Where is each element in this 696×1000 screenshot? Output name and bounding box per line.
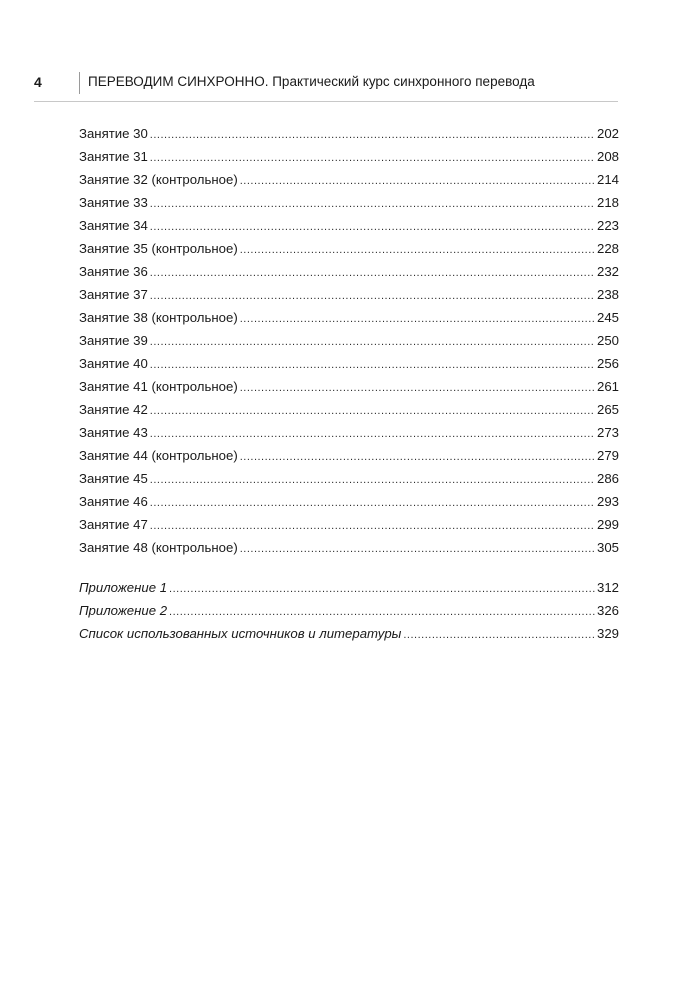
toc-entry-title: Занятие 39 [79,333,148,348]
toc-entry-page: 273 [596,425,619,440]
toc-entry-page: 329 [596,626,619,641]
toc-entry-page: 256 [596,356,619,371]
toc-entry-page: 299 [596,517,619,532]
toc-entry-title: Занятие 31 [79,149,148,164]
toc-leader-dots [150,354,595,377]
toc-entry-title: Занятие 36 [79,264,148,279]
toc-entry-page: 228 [596,241,619,256]
toc-entry-title: Занятие 30 [79,126,148,141]
table-of-contents [79,122,619,645]
toc-entry-page: 265 [596,402,619,417]
toc-entry[interactable] [79,191,619,214]
header-separator [79,72,80,94]
toc-leader-dots [169,601,595,624]
toc-entry-title: Занятие 47 [79,517,148,532]
toc-entry-title: Занятие 44 (контрольное) [79,448,238,463]
toc-section-gap [79,559,619,576]
header-rule [34,101,618,102]
toc-leader-dots [240,377,595,400]
toc-leader-dots [150,124,595,147]
toc-entry-title: Занятие 33 [79,195,148,210]
toc-entry-title: Занятие 43 [79,425,148,440]
toc-entry-title: Занятие 32 (контрольное) [79,172,238,187]
toc-entry[interactable] [79,467,619,490]
toc-leader-dots [169,578,595,601]
toc-appendix-entry[interactable] [79,576,619,599]
toc-entry-page: 326 [596,603,619,618]
toc-leader-dots [150,423,595,446]
toc-entry[interactable] [79,536,619,559]
toc-entry-page: 293 [596,494,619,509]
toc-leader-dots [240,170,595,193]
toc-entry-title: Занятие 34 [79,218,148,233]
toc-leader-dots [240,538,595,561]
toc-entry-page: 286 [596,471,619,486]
toc-entry[interactable] [79,375,619,398]
toc-entry[interactable] [79,283,619,306]
toc-leader-dots [150,285,595,308]
toc-entry-page: 261 [596,379,619,394]
toc-appendix-entry[interactable] [79,599,619,622]
toc-leader-dots [240,239,595,262]
toc-entry-page: 223 [596,218,619,233]
toc-entry[interactable] [79,237,619,260]
toc-entry-title: Занятие 40 [79,356,148,371]
toc-entry-title: Приложение 2 [79,603,168,618]
toc-entry-page: 312 [596,580,619,595]
toc-entry-page: 208 [596,149,619,164]
toc-leader-dots [403,624,595,647]
toc-entry-page: 250 [596,333,619,348]
toc-entry-title: Занятие 46 [79,494,148,509]
toc-entry-title: Занятие 37 [79,287,148,302]
toc-entry[interactable] [79,444,619,467]
toc-leader-dots [150,262,595,285]
toc-entry[interactable] [79,490,619,513]
toc-entry-page: 232 [596,264,619,279]
toc-entry-page: 214 [596,172,619,187]
toc-leader-dots [150,515,595,538]
toc-appendix-entry[interactable] [79,622,619,645]
running-head: ПЕРЕВОДИМ СИНХРОННО. Практический курс синхронного перевода [88,74,535,89]
toc-leader-dots [150,469,595,492]
toc-entry-page: 305 [596,540,619,555]
toc-entry-page: 245 [596,310,619,325]
toc-leader-dots [150,400,595,423]
toc-entry[interactable] [79,352,619,375]
toc-leader-dots [150,492,595,515]
toc-entry[interactable] [79,513,619,536]
toc-leader-dots [150,193,595,216]
toc-entry-title: Занятие 38 (контрольное) [79,310,238,325]
toc-entry[interactable] [79,329,619,352]
toc-entry[interactable] [79,214,619,237]
toc-entry-page: 238 [596,287,619,302]
toc-leader-dots [150,331,595,354]
toc-entry-title: Занятие 45 [79,471,148,486]
page-header [34,72,618,96]
toc-entry-title: Занятие 42 [79,402,148,417]
toc-entry-title: Занятие 48 (контрольное) [79,540,238,555]
toc-entry-title: Список использованных источников и литературы [79,626,402,641]
toc-leader-dots [240,446,595,469]
toc-entry-page: 279 [596,448,619,463]
toc-entry-page: 202 [596,126,619,141]
toc-leader-dots [150,147,595,170]
toc-leader-dots [150,216,595,239]
toc-entry[interactable] [79,260,619,283]
toc-entry[interactable] [79,306,619,329]
toc-entry[interactable] [79,168,619,191]
toc-entry[interactable] [79,122,619,145]
toc-entry-title: Занятие 41 (контрольное) [79,379,238,394]
toc-leader-dots [240,308,595,331]
toc-entry[interactable] [79,145,619,168]
toc-entry[interactable] [79,398,619,421]
toc-entry-title: Приложение 1 [79,580,168,595]
toc-entry[interactable] [79,421,619,444]
toc-entry-page: 218 [596,195,619,210]
page-number: 4 [34,74,42,90]
toc-entry-title: Занятие 35 (контрольное) [79,241,238,256]
